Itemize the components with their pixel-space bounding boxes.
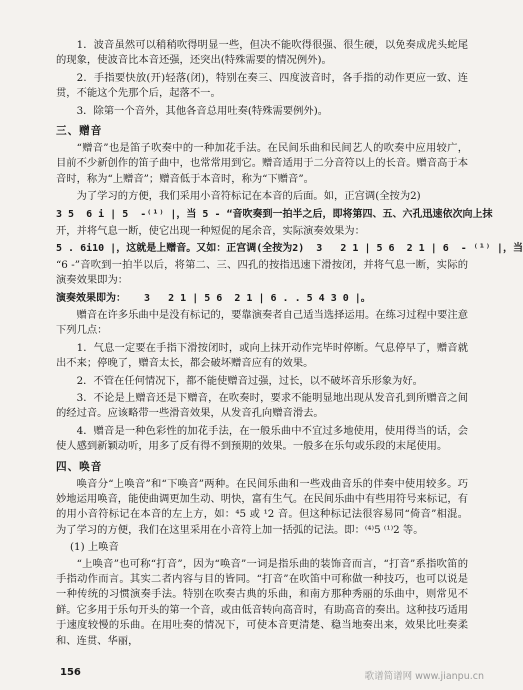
paragraph: “赠音”也是笛子吹奏中的一种加花手法。在民间乐曲和民间艺人的吹奏中应用较广，目前不少新创作的笛子曲中，也常常用到它。赠音适用于二分音符以上的长音。赠音高于本音时，称为“上赠音”；赠音低于本音时，称为“下赠音”。	[56, 142, 468, 185]
watermark: 歌谱简谱网 www.jianpu.cn	[364, 671, 484, 682]
paragraph: 2．手指要快放(开)轻落(闭)，特别在奏三、四度波音时，各手指的动作更应一致、连贯，不能这个先那个后，起落不一。	[56, 71, 468, 100]
page-number: 156	[60, 667, 81, 678]
section-heading-huan: 四、唤音	[56, 460, 103, 473]
paragraph: 1．波音虽然可以稍稍吹得明显一些，但决不能吹得很强、很生硬，以免奏成虎头蛇尾的现象，使波音比本音还强，还突出(特殊需要的情况例外)。	[56, 39, 468, 67]
paragraph: 开，并将气息一断，使它出现一种短促的尾余音，实际演奏效果为：	[56, 224, 365, 237]
paragraph: 4．赠音是一种色彩性的加花手法，在一般乐曲中不宜过多地使用，使用得当的话，会使人感到新颖动听，用多了反有得不到预期的效果。一般多在乐句或乐段的末尾使用。	[56, 424, 468, 453]
subheading: (1) 上唤音	[70, 541, 119, 554]
section-heading-zeng: 三、赠音	[56, 125, 103, 138]
paragraph: 1．气息一定要在手指下滑按闭时，或向上抹开动作完毕时停断。气息停早了，赠音就出不来；停晚了，赠音太长，都会破坏赠音应有的效果。	[56, 341, 468, 370]
music-notation: 演奏效果即为： 3 2 1 | 5 6 2 1 | 6 . . 5 4 3 0 |。	[56, 292, 371, 304]
paragraph: “6 -”音吹到一拍半以后，将第二、三、四孔的按指迅速下滑按闭，并将气息一断，实际的演奏效果即为：	[56, 259, 468, 287]
text-column	[56, 38, 523, 651]
music-notation: 5 . 6i10 |，这就是上赠音。又如：正宫调(全按为2) 3 2 1 | 5 6 2 1 | 6 - ⁽¹⁾ |，当	[56, 243, 523, 255]
paragraph: “上唤音”也可称“打音”，因为“唤音”一词是指乐曲的装饰音而言，“打音”系指吹笛的手指动作而言。其实二者内容与目的皆同。“打音”在吹笛中可称做一种技巧，也可以说是一种传统的习惯演奏手法。特别在吹奏古典的乐曲，和南方那种秀丽的乐曲中，则常见不鲜。它多用于乐句开头的第一个音，或由低音转向高音时，有助高音的奏出。这种技巧适用于速度较慢的乐曲。在用吐奏的情况下，可使本音更清楚、稳当地奏出来，效果比吐奏柔和、连贯、华丽，	[56, 557, 468, 647]
paragraph: 3．不论是上赠音还是下赠音，在吹奏时，要求不能明显地出现从发音孔到所赠音之间的经过音。应该略带一些滑音效果，从发音孔向赠音滑去。	[56, 391, 468, 420]
paragraph: 2．不管在任何情况下，都不能使赠音过强，过长，以不破坏音乐形象为好。	[76, 374, 423, 387]
paragraph: 赠音在许多乐曲中是没有标记的，要靠演奏者自己适当选择运用。在练习过程中要注意下列几点：	[56, 308, 468, 337]
paragraph: 3．除第一个音外，其他各音总用吐奏(特殊需要例外)。	[76, 104, 329, 117]
paragraph: 唤音分“上唤音”和“下唤音”两种。在民间乐曲和一些戏曲音乐的伴奏中使用较多。巧妙地运用唤音，能使曲调更加生动、明快，富有生气。在民间乐曲中有些用符号来标记，有的用小音符标记在本音的左上方，如：⁴5 或 ¹2 音。但这种标记法很容易同“倚音”相混。为了学习的方便，我们在这里采用在小音符上加一括弧的记法。即：⁽⁴⁾5 ⁽¹⁾2 等。	[56, 477, 468, 536]
paragraph: 为了学习的方便，我们采用小音符标记在本音的后面。如，正宫调(全按为2)	[76, 190, 421, 203]
music-notation: 3 5 6 i | 5 -⁽¹⁾ |，当 5 - “音吹奏到一拍半之后，即将第四、五、六孔迅速依次向上抹	[56, 208, 493, 220]
